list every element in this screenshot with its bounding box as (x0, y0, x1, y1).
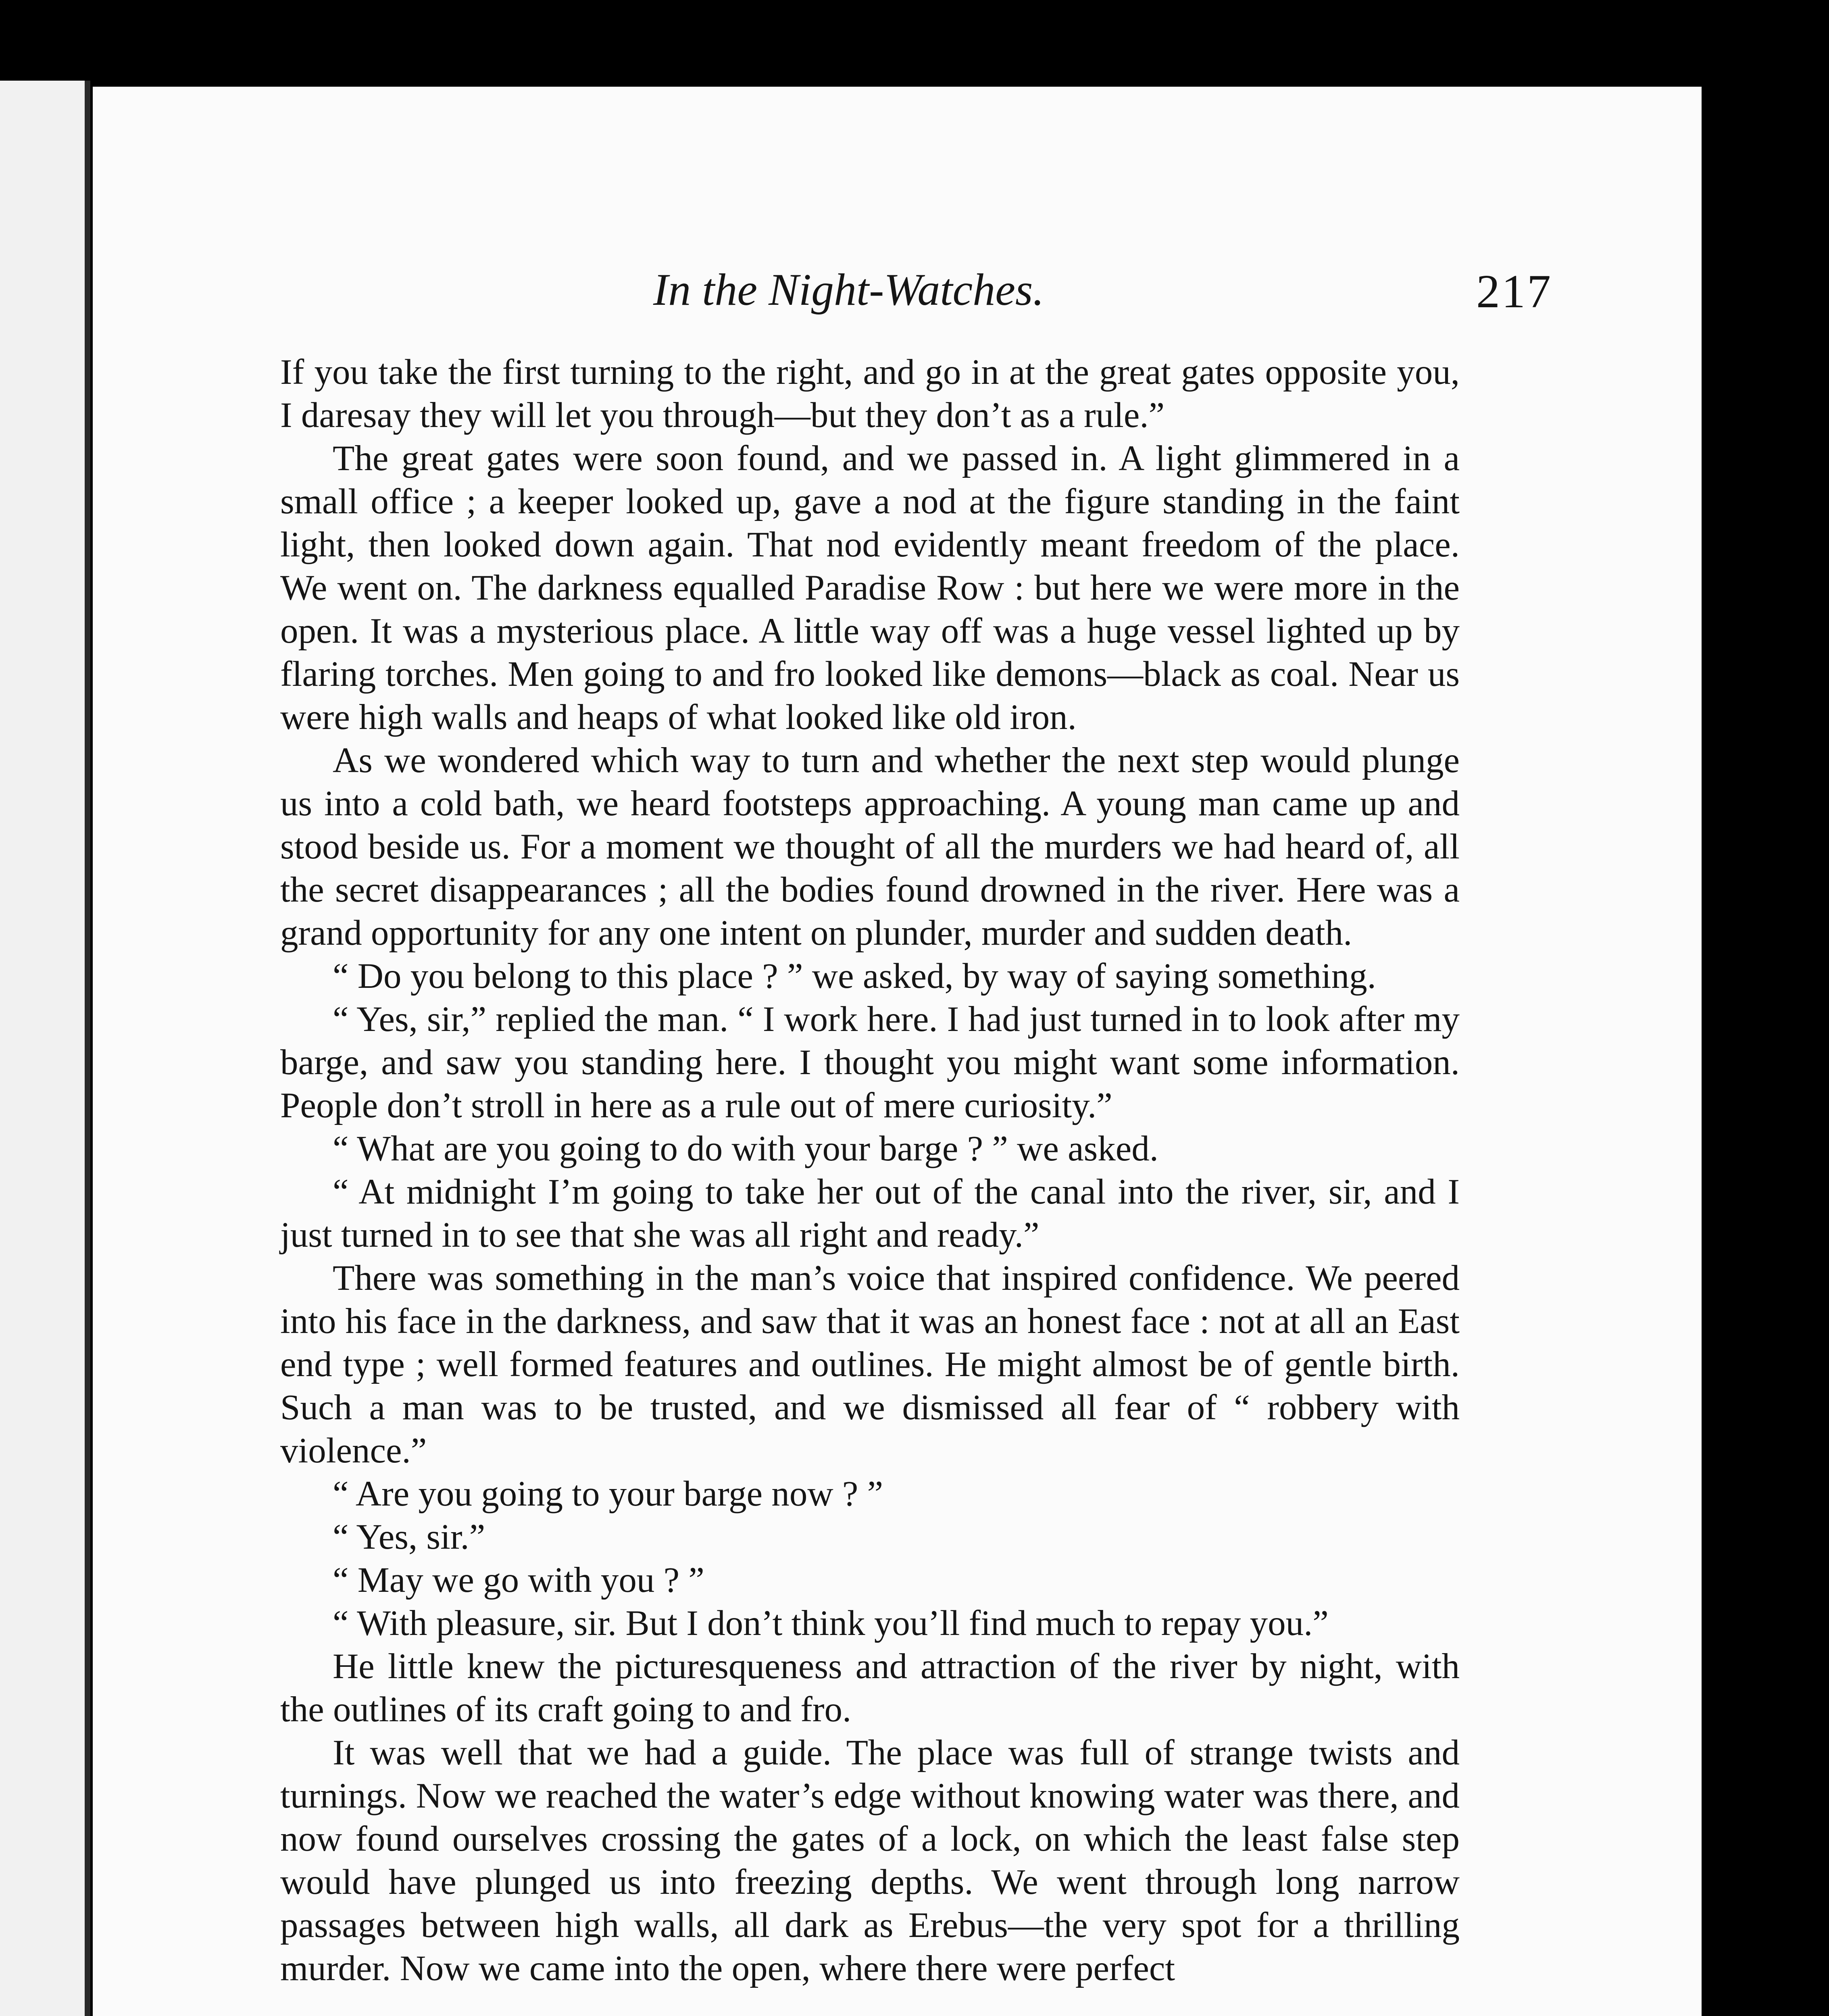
book-page (93, 87, 1702, 2016)
paragraph: “ At midnight I’m going to take her out of the canal into the river, sir, and I just turned in to see that she was all right and ready.” (280, 1172, 1460, 1255)
paragraph: There was something in the man’s voice that inspired confidence. We peered into his face in the darkness, and saw that it was an honest face : not at all an East end type ; well formed features and outlines. He might almost be of gentle birth. Such a man was to be trusted, and we dismissed all fear of “ robbery with violence.” (280, 1258, 1460, 1470)
paragraph: “ With pleasure, sir. But I don’t think you’ll find much to repay you.” (333, 1604, 1329, 1643)
paragraph: As we wondered which way to turn and whether the next step would plunge us into a cold bath, we heard footsteps approaching. A young man came up and stood beside us. For a moment we thought of all the murders we had heard of, all the secret disappearances ; all the bodies found drowned in the river. Here was a grand opportunity for any one intent on plunder, murder and sudden death. (280, 741, 1460, 953)
facing-page-edge (0, 81, 90, 2016)
paragraph: “ Yes, sir,” replied the man. “ I work here. I had just turned in to look after my barge, and saw you standing here. I thought you might want some information. People don’t stroll in here as a rule out of mere curiosity.” (280, 1000, 1460, 1125)
paragraph: “ Yes, sir.” (333, 1517, 485, 1557)
paragraph: It was well that we had a guide. The place was full of strange twists and turnings. Now we reached the water’s edge without knowing water was there, and now found ourselves crossing the gates of a lock, on which the least false step would have plunged us into freezing depths. We went through long narrow passages between high walls, all dark as Erebus—the very spot for a thrilling murder. Now we came into the open, where there were perfect (280, 1733, 1460, 1988)
running-head (93, 264, 1702, 345)
running-title: In the Night-Watches. (653, 265, 1044, 315)
paragraph: “ What are you going to do with your barge ? ” we asked. (333, 1129, 1159, 1168)
body-text (280, 351, 1460, 1990)
page-number: 217 (1476, 265, 1552, 318)
paragraph: If you take the first turning to the right, and go in at the great gates opposite you, I daresay they will let you through—but they don’t as a rule.” (280, 352, 1460, 435)
paragraph: The great gates were soon found, and we passed in. A light glimmered in a small office ; a keeper looked up, gave a nod at the figure standing in the faint light, then looked down again. That nod evidently meant freedom of the place. We went on. The darkness equalled Paradise Row : but here we were more in the open. It was a mysterious place. A little way off was a huge vessel lighted up by flaring torches. Men going to and fro looked like demons—black as coal. Near us were high walls and heaps of what looked like old iron. (280, 439, 1460, 737)
paragraph: “ Are you going to your barge now ? ” (333, 1474, 883, 1514)
paragraph: He little knew the picturesqueness and attraction of the river by night, with the outlines of its craft going to and fro. (280, 1647, 1460, 1729)
paragraph: “ Do you belong to this place ? ” we asked, by way of saying something. (333, 956, 1376, 996)
paragraph: “ May we go with you ? ” (333, 1560, 704, 1600)
